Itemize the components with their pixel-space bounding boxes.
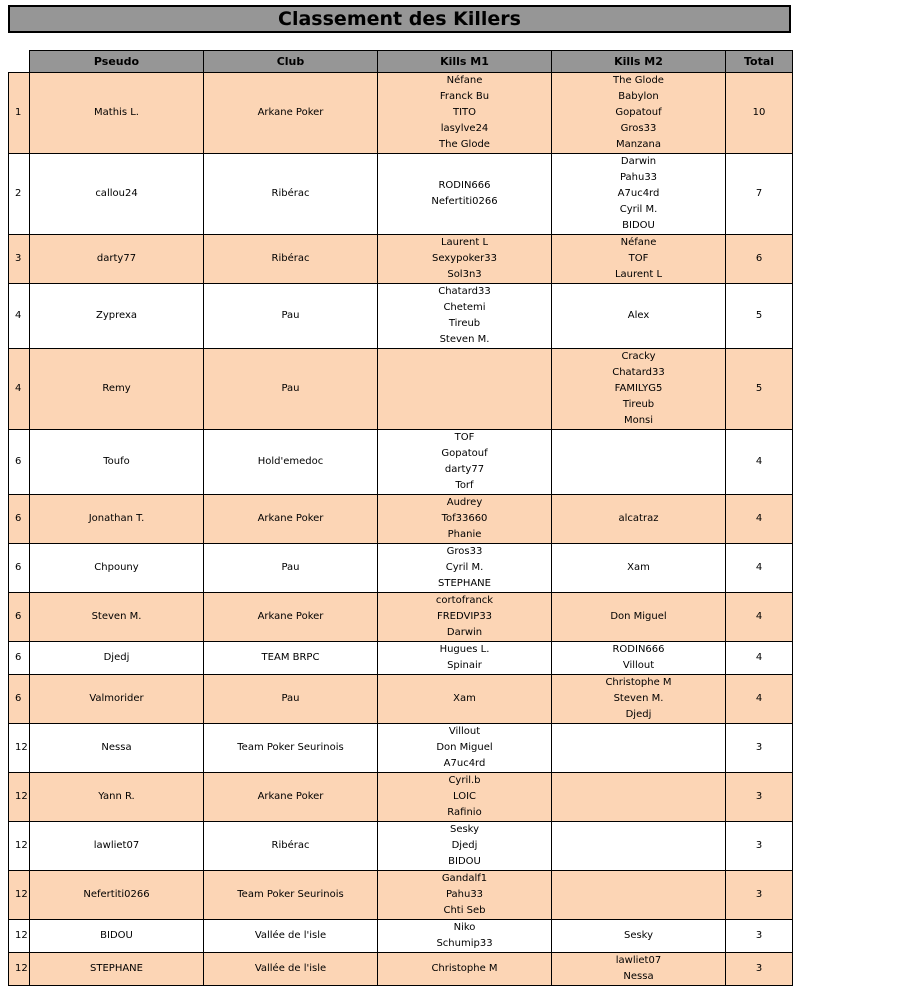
club-cell: Arkane Poker xyxy=(204,73,378,154)
table-row xyxy=(9,593,793,642)
table-row xyxy=(9,154,793,235)
kill-victim-name: Pahu33 xyxy=(445,889,484,900)
table-row xyxy=(9,724,793,773)
table-body xyxy=(9,73,793,986)
kill-victim-name: Chatard33 xyxy=(438,286,491,297)
kills-m2-cell xyxy=(552,495,726,544)
kills-m2-cell xyxy=(552,154,726,235)
table-row xyxy=(9,235,793,284)
kill-victim-name: Chatard33 xyxy=(612,367,665,378)
kills-m1-cell xyxy=(378,920,552,953)
kill-victim-name: Xam xyxy=(453,693,476,704)
kills-m2-cell xyxy=(552,430,726,495)
kill-victim-name: Steven M. xyxy=(613,693,664,704)
rank-cell: 12 xyxy=(9,773,30,822)
rank-cell: 12 xyxy=(9,822,30,871)
total-cell: 3 xyxy=(726,724,793,773)
kill-victim-name: Cyril.b xyxy=(448,775,481,786)
total-cell: 6 xyxy=(726,235,793,284)
table-row xyxy=(9,953,793,986)
kill-victim-name: A7uc4rd xyxy=(443,758,486,769)
kill-victim-name: Torf xyxy=(455,480,474,491)
total-cell: 3 xyxy=(726,773,793,822)
kills-m1-cell xyxy=(378,235,552,284)
pseudo-cell: darty77 xyxy=(30,235,204,284)
pseudo-cell: Toufo xyxy=(30,430,204,495)
kills-m2-cell xyxy=(552,284,726,349)
kills-m2-cell xyxy=(552,73,726,154)
kill-victim-name: Cyril M. xyxy=(445,562,484,573)
page-title xyxy=(8,5,791,33)
total-cell: 7 xyxy=(726,154,793,235)
pseudo-cell: Remy xyxy=(30,349,204,430)
rank-cell: 4 xyxy=(9,349,30,430)
kill-victim-name: Babylon xyxy=(618,91,659,102)
rank-cell: 12 xyxy=(9,871,30,920)
kill-victim-name: Hugues L. xyxy=(439,644,490,655)
total-cell: 4 xyxy=(726,430,793,495)
club-cell: Pau xyxy=(204,675,378,724)
kills-m2-cell xyxy=(552,822,726,871)
club-cell: Hold'emedoc xyxy=(204,430,378,495)
kill-victim-name: Tireub xyxy=(448,318,481,329)
total-cell: 4 xyxy=(726,593,793,642)
kill-victim-name: Alex xyxy=(627,310,650,321)
club-cell: Vallée de l'isle xyxy=(204,920,378,953)
kill-victim-name: Audrey xyxy=(446,497,483,508)
total-cell: 10 xyxy=(726,73,793,154)
total-cell: 4 xyxy=(726,675,793,724)
kills-m2-column-header: Kills M2 xyxy=(552,51,726,73)
pseudo-cell: Valmorider xyxy=(30,675,204,724)
club-cell: Ribérac xyxy=(204,235,378,284)
rank-cell: 12 xyxy=(9,724,30,773)
kills-m1-cell xyxy=(378,349,552,430)
club-cell: Ribérac xyxy=(204,822,378,871)
rank-column-header xyxy=(9,51,30,73)
club-cell: TEAM BRPC xyxy=(204,642,378,675)
kills-m1-cell xyxy=(378,642,552,675)
pseudo-cell: BIDOU xyxy=(30,920,204,953)
kills-m1-column-header: Kills M1 xyxy=(378,51,552,73)
kill-victim-name: Nefertiti0266 xyxy=(431,196,498,207)
kill-victim-name: Phanie xyxy=(447,529,482,540)
kill-victim-name: Néfane xyxy=(446,75,483,86)
kill-victim-name: BIDOU xyxy=(622,220,655,231)
kill-victim-name: Schumip33 xyxy=(436,938,493,949)
kills-m1-cell xyxy=(378,73,552,154)
pseudo-cell: lawliet07 xyxy=(30,822,204,871)
kill-victim-name: TITO xyxy=(452,107,477,118)
club-column-header: Club xyxy=(204,51,378,73)
club-cell: Arkane Poker xyxy=(204,773,378,822)
table-row xyxy=(9,871,793,920)
kills-m2-cell xyxy=(552,235,726,284)
total-cell: 3 xyxy=(726,871,793,920)
kills-m2-cell xyxy=(552,871,726,920)
club-cell: Ribérac xyxy=(204,154,378,235)
kills-m2-cell xyxy=(552,724,726,773)
pseudo-cell: Djedj xyxy=(30,642,204,675)
kill-victim-name: BIDOU xyxy=(448,856,481,867)
rank-cell: 2 xyxy=(9,154,30,235)
kill-victim-name: The Glode xyxy=(613,75,664,86)
kills-m2-cell xyxy=(552,642,726,675)
kill-victim-name: Niko xyxy=(453,922,476,933)
pseudo-cell: Jonathan T. xyxy=(30,495,204,544)
total-cell: 3 xyxy=(726,822,793,871)
kills-m1-cell xyxy=(378,724,552,773)
kill-victim-name: FAMILYG5 xyxy=(614,383,663,394)
kills-m2-cell xyxy=(552,953,726,986)
pseudo-cell: Mathis L. xyxy=(30,73,204,154)
club-cell: Team Poker Seurinois xyxy=(204,724,378,773)
kill-victim-name: Christophe M xyxy=(605,677,672,688)
kill-victim-name: FREDVIP33 xyxy=(436,611,493,622)
kill-victim-name: Nessa xyxy=(623,971,654,982)
table-row xyxy=(9,544,793,593)
kill-victim-name: A7uc4rd xyxy=(617,188,660,199)
kill-victim-name: Monsi xyxy=(623,415,654,426)
kills-m2-cell xyxy=(552,920,726,953)
kill-victim-name: Don Miguel xyxy=(436,742,493,753)
pseudo-cell: Yann R. xyxy=(30,773,204,822)
kill-victim-name: Néfane xyxy=(620,237,657,248)
kill-victim-name: Manzana xyxy=(616,139,661,150)
total-column-header: Total xyxy=(726,51,793,73)
rank-cell: 4 xyxy=(9,284,30,349)
rank-cell: 3 xyxy=(9,235,30,284)
kill-victim-name: Sesky xyxy=(623,930,654,941)
pseudo-cell: Chpouny xyxy=(30,544,204,593)
total-cell: 3 xyxy=(726,920,793,953)
rank-cell: 6 xyxy=(9,430,30,495)
club-cell: Arkane Poker xyxy=(204,495,378,544)
total-cell: 5 xyxy=(726,349,793,430)
kill-victim-name: Sexypoker33 xyxy=(431,253,498,264)
table-row xyxy=(9,495,793,544)
kill-victim-name: Gros33 xyxy=(446,546,483,557)
club-cell: Pau xyxy=(204,349,378,430)
pseudo-cell: STEPHANE xyxy=(30,953,204,986)
pseudo-cell: Nefertiti0266 xyxy=(30,871,204,920)
kills-m1-cell xyxy=(378,284,552,349)
kill-victim-name: Gopatouf xyxy=(441,448,488,459)
kill-victim-name: Villout xyxy=(622,660,655,671)
kill-victim-name: lasylve24 xyxy=(440,123,489,134)
club-cell: Vallée de l'isle xyxy=(204,953,378,986)
kill-victim-name: STEPHANE xyxy=(438,578,491,589)
kill-victim-name: Don Miguel xyxy=(610,611,667,622)
kill-victim-name: LOIC xyxy=(452,791,477,802)
rank-cell: 12 xyxy=(9,953,30,986)
kills-m1-cell xyxy=(378,871,552,920)
kills-m2-cell xyxy=(552,675,726,724)
total-cell: 4 xyxy=(726,642,793,675)
kill-victim-name: TOF xyxy=(628,253,649,264)
kill-victim-name: Sol3n3 xyxy=(447,269,482,280)
kills-m1-cell xyxy=(378,593,552,642)
kill-victim-name: Tireub xyxy=(622,399,655,410)
rank-cell: 1 xyxy=(9,73,30,154)
kill-victim-name: Cyril M. xyxy=(619,204,658,215)
kills-m1-cell xyxy=(378,544,552,593)
table-row xyxy=(9,675,793,724)
kill-victim-name: Spinair xyxy=(447,660,482,671)
rank-cell: 6 xyxy=(9,544,30,593)
kill-victim-name: Christophe M xyxy=(431,963,498,974)
kill-victim-name: Chti Seb xyxy=(443,905,486,916)
kill-victim-name: TOF xyxy=(454,432,475,443)
pseudo-cell: callou24 xyxy=(30,154,204,235)
pseudo-column-header: Pseudo xyxy=(30,51,204,73)
rank-cell: 12 xyxy=(9,920,30,953)
kills-m1-cell xyxy=(378,953,552,986)
club-cell: Pau xyxy=(204,544,378,593)
kill-victim-name: Franck Bu xyxy=(439,91,490,102)
kills-m1-cell xyxy=(378,495,552,544)
kills-m1-cell xyxy=(378,430,552,495)
table-row xyxy=(9,349,793,430)
club-cell: Arkane Poker xyxy=(204,593,378,642)
kill-victim-name: Laurent L xyxy=(614,269,663,280)
kill-victim-name: Chetemi xyxy=(443,302,486,313)
kill-victim-name: Djedj xyxy=(451,840,478,851)
kill-victim-name: Darwin xyxy=(620,156,657,167)
total-cell: 4 xyxy=(726,495,793,544)
kills-m1-cell xyxy=(378,822,552,871)
total-cell: 5 xyxy=(726,284,793,349)
rank-cell: 6 xyxy=(9,675,30,724)
total-cell: 4 xyxy=(726,544,793,593)
club-cell: Team Poker Seurinois xyxy=(204,871,378,920)
kill-victim-name: darty77 xyxy=(444,464,485,475)
kill-victim-name: Darwin xyxy=(446,627,483,638)
table-row xyxy=(9,822,793,871)
kill-victim-name: Xam xyxy=(627,562,650,573)
table-row xyxy=(9,284,793,349)
pseudo-cell: Nessa xyxy=(30,724,204,773)
kill-victim-name: Sesky xyxy=(449,824,480,835)
kill-victim-name: Djedj xyxy=(625,709,652,720)
page-title-text: Classement des Killers xyxy=(278,8,521,30)
kills-m2-cell xyxy=(552,773,726,822)
kill-victim-name: The Glode xyxy=(439,139,490,150)
table-row xyxy=(9,920,793,953)
kill-victim-name: RODIN666 xyxy=(438,180,491,191)
kill-victim-name: Cracky xyxy=(621,351,656,362)
kills-m2-cell xyxy=(552,544,726,593)
rank-cell: 6 xyxy=(9,593,30,642)
kill-victim-name: Villout xyxy=(448,726,481,737)
club-cell: Pau xyxy=(204,284,378,349)
kill-victim-name: cortofranck xyxy=(435,595,494,606)
kill-victim-name: lawliet07 xyxy=(615,955,662,966)
pseudo-cell: Zyprexa xyxy=(30,284,204,349)
kill-victim-name: Pahu33 xyxy=(619,172,658,183)
kill-victim-name: Gros33 xyxy=(620,123,657,134)
table-row xyxy=(9,73,793,154)
total-cell: 3 xyxy=(726,953,793,986)
kill-victim-name: Steven M. xyxy=(439,334,490,345)
kills-m1-cell xyxy=(378,773,552,822)
rank-cell: 6 xyxy=(9,495,30,544)
rank-cell: 6 xyxy=(9,642,30,675)
pseudo-cell: Steven M. xyxy=(30,593,204,642)
kill-victim-name: Laurent L xyxy=(440,237,489,248)
kill-victim-name: Rafinio xyxy=(447,807,482,818)
kill-victim-name: alcatraz xyxy=(618,513,659,524)
kills-m1-cell xyxy=(378,675,552,724)
kill-victim-name: Gandalf1 xyxy=(441,873,488,884)
table-row xyxy=(9,642,793,675)
table-row xyxy=(9,773,793,822)
table-header-row xyxy=(9,51,793,73)
killers-table xyxy=(8,50,793,986)
kills-m1-cell xyxy=(378,154,552,235)
kill-victim-name: Gopatouf xyxy=(615,107,662,118)
kill-victim-name: Tof33660 xyxy=(441,513,488,524)
kills-m2-cell xyxy=(552,349,726,430)
kills-m2-cell xyxy=(552,593,726,642)
table-row xyxy=(9,430,793,495)
kill-victim-name: RODIN666 xyxy=(612,644,665,655)
